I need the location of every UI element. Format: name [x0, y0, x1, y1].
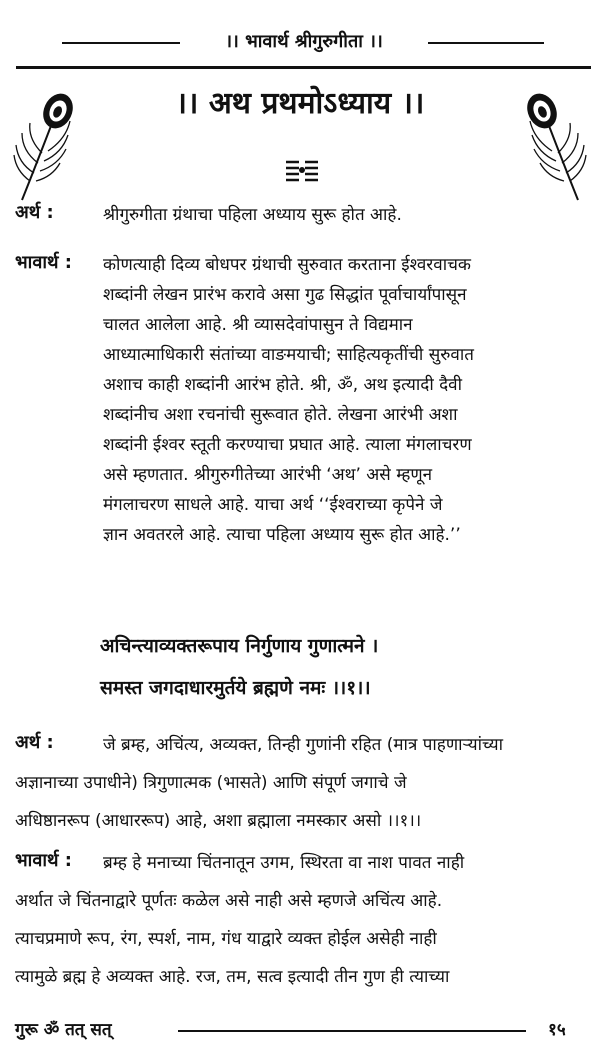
footer-text: गुरू ॐ तत् सत्	[15, 1020, 112, 1040]
text-line: शब्दांनी लेखन प्रारंभ करावे असा गुढ सिद्धांत पूर्वाचार्यांपासून	[103, 285, 467, 305]
running-footer	[0, 1016, 600, 1046]
text-line: अधिष्ठानरूप (आधाररूप) आहे, अशा ब्रह्माला नमस्कार असो ।।१।।	[15, 811, 422, 831]
meaning-label: अर्थ :	[15, 202, 54, 223]
text-line: अशाच काही शब्दांनी आरंभ होते. श्री, ॐ, अथ इत्यादी दैवी	[103, 375, 463, 395]
text-line: कोणत्याही दिव्य बोधपर ग्रंथाची सुरुवात करताना ईश्वरवाचक	[103, 255, 471, 275]
meaning-paragraph-1	[15, 200, 590, 230]
header-divider	[16, 66, 591, 69]
text-line: शब्दांनीच अशा रचनांची सुरूवात होते. लेखना आरंभी अशा	[103, 405, 458, 425]
peacock-feather-icon	[520, 85, 590, 205]
text-line: त्याचप्रमाणे रूप, रंग, स्पर्श, नाम, गंध याद्वारे व्यक्त होईल असेही नाही	[15, 929, 437, 949]
explanation-paragraph-2	[15, 848, 590, 992]
text-line: असे म्हणतात. श्रीगुरुगीतेच्या आरंभी ‘अथ’ असे म्हणून	[103, 465, 433, 485]
explanation-paragraph-1	[15, 250, 590, 550]
explanation-label: भावार्थ :	[15, 252, 72, 273]
text-line: चालत आलेला आहे. श्री व्यासदेवांपासुन ते विद्यमान	[103, 315, 413, 335]
text-line: अर्थात जे चिंतनाद्वारे पूर्णतः कळेल असे नाही असे म्हणजे अचिंत्य आहे.	[15, 891, 443, 911]
verse-line-2: समस्त जगदाधारमुर्तये ब्रह्मणे नमः ।।१।।	[100, 677, 371, 699]
meaning-text: श्रीगुरुगीता ग्रंथाचा पहिला अध्याय सुरू होत आहे.	[103, 205, 402, 225]
peacock-feather-icon	[10, 85, 80, 205]
text-line: त्यामुळे ब्रह्म हे अव्यक्त आहे. रज, तम, सत्व इत्यादी तीन गुण ही त्याच्या	[15, 967, 450, 987]
header-rule-right	[428, 42, 544, 44]
running-header	[0, 28, 600, 58]
text-line: ब्रम्ह हे मनाच्या चिंतनातून उगम, स्थिरता वा नाश पावत नाही	[103, 853, 465, 873]
chapter-title: ।। अथ प्रथमोऽध्याय ।।	[175, 86, 425, 121]
footer-rule	[178, 1030, 526, 1032]
text-line: मंगलाचरण साधले आहे. याचा अर्थ ‘‘ईश्वराच्या कृपेने जे	[103, 495, 443, 515]
meaning-label: अर्थ :	[15, 732, 54, 753]
page-number: १५	[548, 1020, 566, 1040]
ornament-icon	[282, 156, 322, 184]
text-line: ज्ञान अवतरले आहे. त्याचा पहिला अध्याय सुरू होत आहे.’’	[103, 525, 461, 545]
text-line: आध्यात्माधिकारी संतांच्या वाङमयाची; साहित्यकृतींची सुरुवात	[103, 345, 474, 365]
text-line: अज्ञानाच्या उपाधीने) त्रिगुणात्मक (भासते) आणि संपूर्ण जगाचे जे	[15, 773, 407, 793]
explanation-label: भावार्थ :	[15, 850, 72, 871]
meaning-paragraph-2	[15, 730, 590, 836]
verse-line-1: अचिन्त्याव्यक्तरूपाय निर्गुणाय गुणात्मने ।	[100, 635, 379, 657]
text-line: शब्दांनी ईश्वर स्तूती करण्याचा प्रघात आहे. त्याला मंगलाचरण	[103, 435, 472, 455]
text-line: जे ब्रम्ह, अचिंत्य, अव्यक्त, तिन्ही गुणांनी रहित (मात्र पाहणाऱ्यांच्या	[103, 735, 504, 755]
header-title: ।। भावार्थ श्रीगुरुगीता ।।	[225, 31, 383, 52]
header-rule-left	[62, 42, 180, 44]
